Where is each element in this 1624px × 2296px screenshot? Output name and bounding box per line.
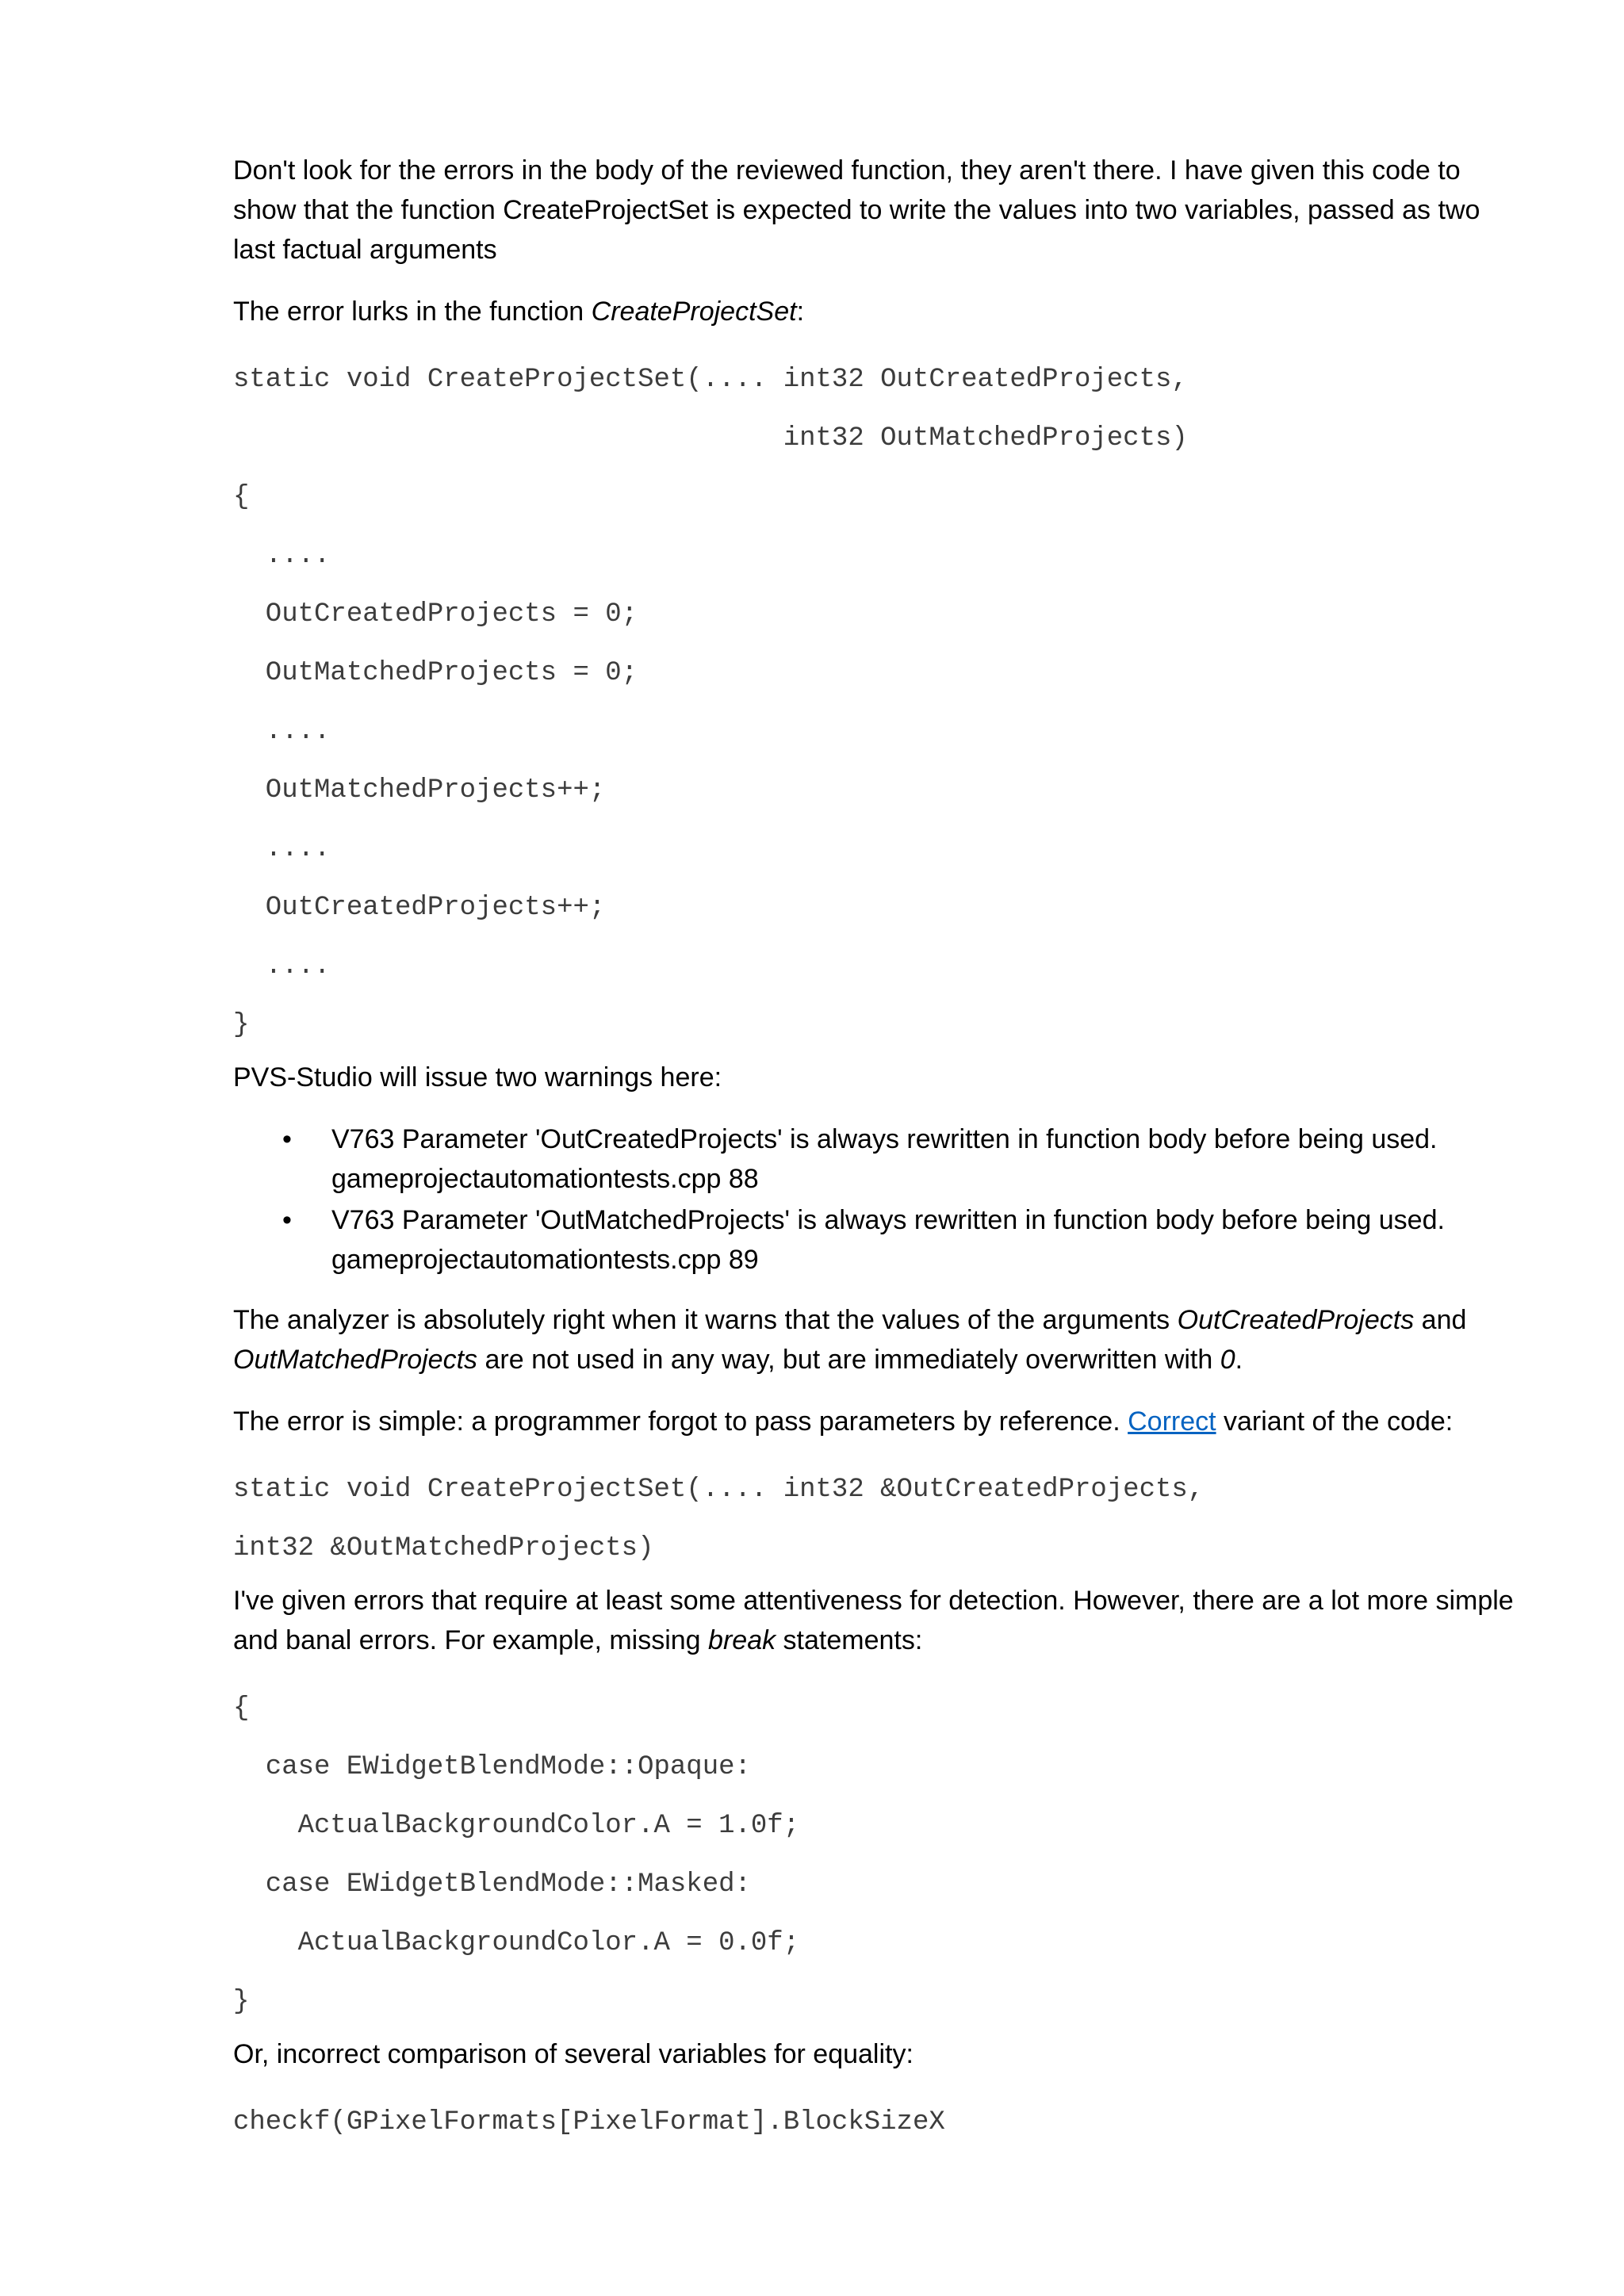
code-line: static void CreateProjectSet(.... int32 OutCreatedProjects, bbox=[233, 365, 1188, 395]
warning-text: V763 Parameter 'OutMatchedProjects' is always rewritten in function body before being used. gameprojectautomationtests.cpp 89 bbox=[331, 1205, 1445, 1275]
keyword-italic: break bbox=[708, 1625, 776, 1655]
code-block-original bbox=[233, 350, 1518, 1054]
code-line: .... bbox=[233, 717, 331, 747]
code-line: case EWidgetBlendMode::Opaque: bbox=[233, 1752, 751, 1782]
warning-item bbox=[233, 1200, 1518, 1280]
code-line: { bbox=[233, 482, 250, 512]
text-span: are not used in any way, but are immediately overwritten with bbox=[477, 1345, 1220, 1375]
code-line: .... bbox=[233, 951, 331, 982]
bullet-icon: • bbox=[282, 1205, 292, 1235]
code-line: { bbox=[233, 1693, 250, 1724]
banal-errors-paragraph bbox=[233, 1581, 1518, 1660]
code-line: ActualBackgroundColor.A = 1.0f; bbox=[233, 1811, 800, 1841]
code-line: OutMatchedProjects = 0; bbox=[233, 658, 638, 688]
text-span: The error is simple: a programmer forgot to pass parameters by reference. bbox=[233, 1406, 1128, 1437]
code-line: ActualBackgroundColor.A = 0.0f; bbox=[233, 1928, 800, 1958]
text-span: : bbox=[796, 297, 805, 327]
code-block-checkf bbox=[233, 2093, 1518, 2152]
text-span: I've given errors that require at least some attentiveness for detection. However, there are a lot more simple and banal errors. For example, missing bbox=[233, 1586, 1514, 1655]
code-line: int32 OutMatchedProjects) bbox=[233, 423, 1188, 453]
text-span: The error lurks in the function bbox=[233, 297, 592, 327]
argument-name-italic: OutCreatedProjects bbox=[1177, 1305, 1415, 1335]
correct-link[interactable]: Correct bbox=[1128, 1406, 1216, 1437]
analyzer-paragraph bbox=[233, 1300, 1518, 1380]
intro-paragraph: Don't look for the errors in the body of the reviewed function, they aren't there. I have given this code to show that the function CreateProjectSet is expected to write the values into two variables, passed as two last factual arguments bbox=[233, 155, 1480, 265]
code-line: case EWidgetBlendMode::Masked: bbox=[233, 1869, 751, 1900]
code-line: int32 &OutMatchedProjects) bbox=[233, 1533, 654, 1563]
code-line: OutCreatedProjects = 0; bbox=[233, 599, 638, 629]
warning-text: V763 Parameter 'OutCreatedProjects' is always rewritten in function body before being used. gameprojectautomationtests.cpp 88 bbox=[331, 1124, 1438, 1194]
code-line: .... bbox=[233, 834, 331, 864]
code-line: static void CreateProjectSet(.... int32 &OutCreatedProjects, bbox=[233, 1475, 1205, 1505]
text-span: . bbox=[1235, 1345, 1243, 1375]
code-line: } bbox=[233, 1987, 250, 2017]
code-line: checkf(GPixelFormats[PixelFormat].BlockSizeX bbox=[233, 2107, 945, 2137]
text-span: The analyzer is absolutely right when it warns that the values of the arguments bbox=[233, 1305, 1178, 1335]
comparison-paragraph: Or, incorrect comparison of several variables for equality: bbox=[233, 2039, 914, 2069]
bullet-icon: • bbox=[282, 1124, 292, 1154]
argument-name-italic: OutMatchedProjects bbox=[233, 1345, 478, 1375]
code-line: } bbox=[233, 1010, 250, 1040]
zero-italic: 0 bbox=[1220, 1345, 1235, 1375]
text-span: variant of the code: bbox=[1216, 1406, 1454, 1437]
code-line: OutCreatedProjects++; bbox=[233, 893, 606, 923]
text-span: and bbox=[1414, 1305, 1467, 1335]
warnings-list bbox=[233, 1119, 1518, 1280]
fix-paragraph bbox=[233, 1402, 1518, 1441]
text-span: statements: bbox=[776, 1625, 923, 1655]
error-location-paragraph bbox=[233, 292, 1518, 331]
code-block-fixed bbox=[233, 1460, 1518, 1578]
warning-item bbox=[233, 1119, 1518, 1199]
code-line: .... bbox=[233, 541, 331, 571]
warnings-intro-paragraph: PVS-Studio will issue two warnings here: bbox=[233, 1062, 722, 1093]
code-block-switch bbox=[233, 1679, 1518, 2031]
code-line: OutMatchedProjects++; bbox=[233, 775, 606, 806]
document-page bbox=[233, 151, 1518, 2155]
function-name-italic: CreateProjectSet bbox=[591, 297, 797, 327]
